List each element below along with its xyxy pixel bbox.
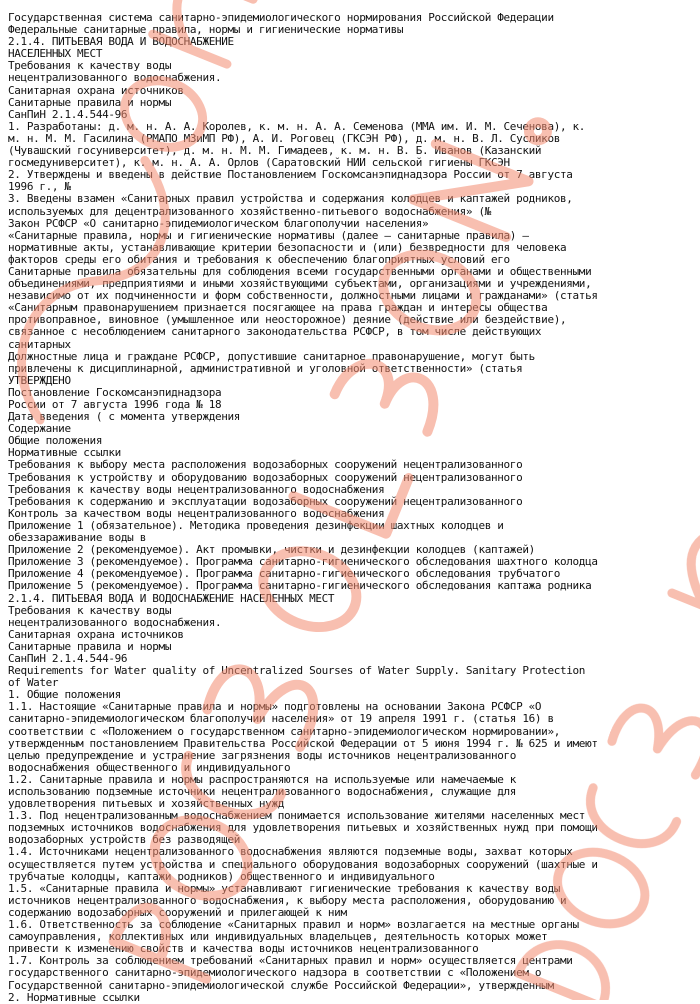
text-line: «Санитарным правонарушением признается посягающее на права граждан и интересы общества	[8, 301, 548, 315]
text-line: Санитарная охрана источников	[8, 83, 184, 97]
text-line: 1996 г., №	[8, 180, 71, 194]
text-line: Приложение 1 (обязательное). Методика проведения дезинфекции шахтных колодцев и	[8, 518, 504, 532]
text-line: санитарно-эпидемиологическом благополучии населения» от 19 апреля 1991 г. (статья 16) в	[8, 712, 554, 726]
text-line: Дата введения ( с момента утверждения	[8, 410, 241, 424]
text-line: Санитарная охрана источников	[8, 627, 184, 641]
text-line: Контроль за качеством воды нецентрализованного водоснабжения	[8, 506, 385, 520]
text-line: использованию подземные источники нецентрализованного водоснабжения, служащие для	[8, 785, 517, 798]
text-line: НАСЕЛЕННЫХ МЕСТ	[8, 47, 103, 61]
text-line: связанное с несоблюдением санитарного законодательства РСФСР, в том числе действующих	[8, 325, 542, 339]
text-line: УТВЕРЖДЕНО	[8, 373, 71, 387]
text-line: объединениями, предприятиями и иными хозяйствующими субъектами, организациями и учреждениями,	[8, 277, 592, 291]
text-line: Требования к устройству и оборудованию водозаборных сооружений нецентрализованного	[8, 470, 523, 484]
text-line: Содержание	[8, 422, 71, 436]
text-line: Требования к выбору места расположения водозаборных сооружений нецентрализованного	[8, 458, 523, 472]
text-line: 1.4. Источниками нецентрализованного водоснабжения являются подземные воды, захват которых	[8, 845, 573, 859]
text-line: нецентрализованного водоснабжения.	[8, 615, 222, 629]
text-line: Санитарные правила и нормы	[8, 95, 172, 109]
text-line: госмедуниверситет), к. м. н. А. А. Орлов (Саратовский НИИ сельской гигиены ГКСЭН	[8, 156, 510, 170]
text-line: обеззараживание воды в	[8, 531, 146, 545]
text-line: используемых для децентрализованного хозяйственно-питьевого водоснабжения» (№	[8, 204, 491, 218]
text-line: нормативные акты, устанавливающие критерии безопасности и (или) безвредности для человека	[8, 240, 567, 254]
text-line: Требования к качеству воды	[8, 59, 172, 73]
text-line: противоправное, виновное (умышленное или неосторожное) деяние (действие или бездействие),	[8, 313, 567, 327]
text-line: 2.1.4. ПИТЬЕВАЯ ВОДА И ВОДОСНАБЖЕНИЕ	[8, 35, 234, 49]
text-line: 2. Нормативные ссылки	[8, 990, 140, 1004]
text-line: трубчатые колодцы, каптажи родников) общественного и индивидуального	[8, 869, 435, 883]
text-line: 1.1. Настоящие «Санитарные правила и нормы» подготовлены на основании Закона РСФСР «О	[8, 700, 542, 714]
text-line: 1. Общие положения	[8, 688, 121, 702]
text-line: России от 7 августа 1996 года № 18	[8, 398, 222, 411]
text-line: Требования к качеству воды	[8, 603, 172, 617]
text-line: Государственной санитарно-эпидемиологической службе Российской Федерации», утвержденным	[8, 978, 554, 992]
text-line: независимо от их подчиненности и форм собственности, должностными лицами и гражданами» (статья	[8, 289, 598, 303]
text-line: нецентрализованного водоснабжения.	[8, 71, 222, 85]
text-line: Федеральные санитарные правила, нормы и гигиенические нормативы	[8, 23, 404, 37]
document-text	[8, 12, 694, 1004]
text-line: Приложение 5 (рекомендуемое). Программа санитарно-гигиенического обследования каптажа родника	[8, 579, 592, 593]
text-line: Требования к качеству воды нецентрализованного водоснабжения	[8, 482, 385, 496]
text-line: удовлетворения питьевых и хозяйственных нужд	[8, 797, 284, 811]
text-line: привлечены к дисциплинарной, административной и уголовной ответственности» (статья	[8, 361, 523, 375]
text-line: содержанию водозаборных сооружений и прилегающей к ним	[8, 905, 347, 919]
text-line: «Санитарные правила, нормы и гигиенические нормативы (далее — санитарные правила) —	[8, 228, 529, 242]
text-line: (Чувашский госуниверситет), д. м. н. М. М. Гимадеев, к. м. н. В. Б. Иванов (Казанский	[8, 144, 542, 158]
text-line: Приложение 4 (рекомендуемое). Программа санитарно-гигиенического обследования трубчатого	[8, 567, 560, 581]
text-line: Приложение 2 (рекомендуемое). Акт промывки, чистки и дезинфекции колодцев (каптажей)	[8, 543, 535, 557]
text-line: Общие положения	[8, 434, 103, 448]
text-line: источников нецентрализованного водоснабжения, к выбору места расположения, оборудованию и	[8, 893, 567, 907]
text-line: 1. Разработаны: д. м. н. А. А. Королев, к. м. н. А. А. Семенова (ММА им. И. М. Сеченова), к.	[8, 119, 586, 133]
text-line: 3. Введены взамен «Санитарных правил устройства и содержания колодцев и каптажей родников,	[8, 192, 573, 206]
text-line: самоуправления, коллективных или индивидуальных владельцев, деятельность которых может	[8, 930, 548, 944]
text-line: Приложение 3 (рекомендуемое). Программа санитарно-гигиенического обследования шахтного колодца	[8, 555, 598, 569]
text-line: Закон РСФСР «О санитарно-эпидемиологическом благополучии населения»	[8, 216, 429, 230]
text-line: факторов среды его обитания и требования к обеспечению благоприятных условий его	[8, 252, 510, 266]
text-line: привести к изменению свойств и качества воды источников нецентрализованного	[8, 942, 479, 956]
text-line: Государственная система санитарно-эпидемиологического нормирования Российской Федерации	[8, 11, 554, 24]
text-line: Постановление Госкомсанэпиднадзора	[8, 385, 222, 399]
text-line: соответствии с «Положением о государственном санитарно-эпидемиологическом нормировании»,	[8, 724, 560, 738]
text-line: 2.1.4. ПИТЬЕВАЯ ВОДА И ВОДОСНАБЖЕНИЕ НАСЕЛЕННЫХ МЕСТ	[8, 591, 335, 605]
text-line: Должностные лица и граждане РСФСР, допустившие санитарное правонарушение, могут быть	[8, 349, 535, 363]
text-line: утвержденным постановлением Правительства Российской Федерации от 5 июня 1994 г. № 625 и имеют	[8, 736, 598, 750]
text-line: 1.3. Под нецентрализованным водоснабжением понимается использование жителями населенных мест	[8, 809, 586, 823]
text-line: водозаборных устройств без разводящей	[8, 833, 241, 847]
text-line: Requirements for Water quality of Uncentralized Sourses of Water Supply. Sanitary Protection	[8, 664, 586, 678]
text-line: Требования к содержанию и эксплуатации водозаборных сооружений нецентрализованного	[8, 494, 523, 508]
text-line: Санитарные правила обязательны для соблюдения всеми государственными органами и общественными	[8, 264, 592, 278]
text-line: подземных источников водоснабжения для удовлетворения питьевых и хозяйственных нужд при помощи	[8, 821, 598, 835]
text-line: 1.5. «Санитарные правила и нормы» устанавливают гигиенические требования к качеству воды	[8, 881, 560, 895]
text-line: государственного санитарно-эпидемиологического надзора в соответствии с «Положением о	[8, 966, 542, 980]
text-line: м. н. М. М. Гасилина (РМАПО МЗиМП РФ), А. И. Роговец (ГКСЭН РФ), д. м. н. В. Л. Сусликов	[8, 131, 560, 145]
text-line: целью предупреждение и устранение загрязнения воды источников нецентрализованного	[8, 748, 517, 762]
text-line: 1.6. Ответственность за соблюдение «Санитарных правил и норм» возлагается на местные органы	[8, 918, 579, 932]
text-line: 1.7. Контроль за соблюдением требований «Санитарных правил и норм» осуществляется центрами	[8, 954, 573, 968]
text-line: осуществляется путем устройства и специального оборудования водозаборных сооружений (шахтные и	[8, 857, 598, 871]
text-line: of Water	[8, 676, 59, 690]
text-line: Нормативные ссылки	[8, 446, 121, 460]
text-line: Санитарные правила и нормы	[8, 639, 172, 653]
text-line: СанПиН 2.1.4.544-96	[8, 651, 128, 665]
text-line: водоснабжения общественного и индивидуального	[8, 760, 291, 774]
text-line: санитарных	[8, 337, 71, 351]
text-line: 1.2. Санитарные правила и нормы распространяются на используемые или намечаемые к	[8, 772, 517, 786]
text-line: СанПиН 2.1.4.544-96	[8, 107, 128, 121]
text-line: 2. Утверждены и введены в действие Постановлением Госкомсанэпиднадзора России от 7 августа	[8, 168, 573, 182]
